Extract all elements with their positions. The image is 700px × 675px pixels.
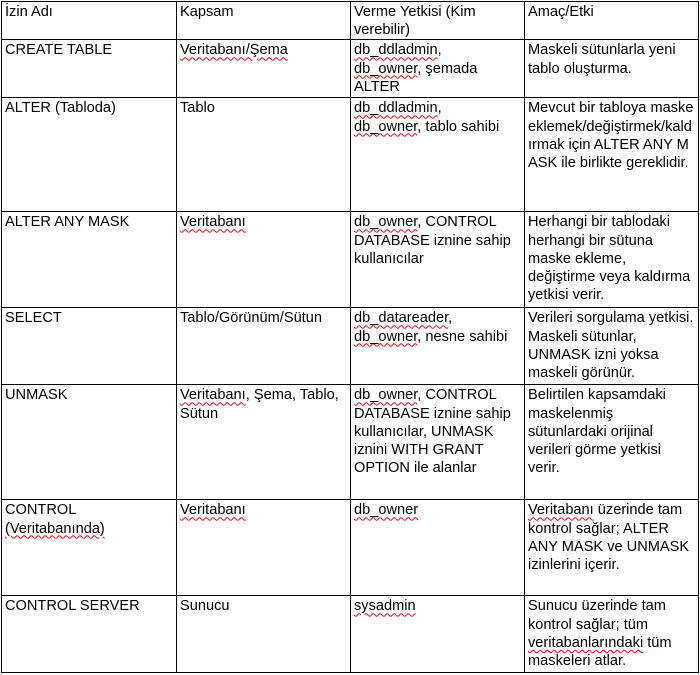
scope-cell: Veritabanı — [177, 212, 351, 308]
table-row — [2, 40, 699, 98]
scope-cell: Veritabanı, Şema, Tablo, Sütun — [177, 385, 351, 500]
effect-cell: Maskeli sütunlarla yeni tablo oluşturma. — [525, 40, 699, 98]
grant-cell: sysadmin — [351, 596, 525, 673]
permission-name-cell: CONTROL SERVER — [2, 596, 177, 673]
permission-name-cell: ALTER ANY MASK — [2, 212, 177, 308]
grant-cell: db_owner, CONTROL DATABASE iznine sahip kullanıcılar — [351, 212, 525, 308]
effect-cell: Veritabanı üzerinde tam kontrol sağlar; ALTER ANY MASK ve UNMASK izinlerini içerir. — [525, 500, 699, 596]
header-scope: Kapsam — [177, 2, 351, 40]
effect-cell: Herhangi bir tablodaki herhangi bir sütuna maske ekleme, değiştirme veya kaldırma yetkisi verir. — [525, 212, 699, 308]
permission-name-cell: UNMASK — [2, 385, 177, 500]
scope-cell: Veritabanı — [177, 500, 351, 596]
effect-cell: Belirtilen kapsamdaki maskelenmiş sütunlardaki orijinal verileri görme yetkisi verir. — [525, 385, 699, 500]
scope-cell: Sunucu — [177, 596, 351, 673]
permission-name-cell: SELECT — [2, 308, 177, 385]
effect-cell: Mevcut bir tabloya maske eklemek/değiştirmek/kaldırmak için ALTER ANY MASK ile birlikte gereklidir. — [525, 98, 699, 212]
header-permission-name: İzin Adı — [2, 2, 177, 40]
grant-cell: db_ddladmin, db_owner, şemada ALTER — [351, 40, 525, 98]
table-row — [2, 212, 699, 308]
scope-cell: Veritabanı/Şema — [177, 40, 351, 98]
grant-cell: db_owner, CONTROL DATABASE iznine sahip kullanıcılar, UNMASK iznini WITH GRANT OPTION ile alanlar — [351, 385, 525, 500]
permission-name-cell: ALTER (Tabloda) — [2, 98, 177, 212]
permissions-table — [1, 1, 699, 673]
scope-cell: Tablo — [177, 98, 351, 212]
header-grant-authority: Verme Yetkisi (Kim verebilir) — [351, 2, 525, 40]
table-row — [2, 98, 699, 212]
grant-cell: db_datareader, db_owner, nesne sahibi — [351, 308, 525, 385]
table-header-row — [2, 2, 699, 40]
table-row — [2, 596, 699, 673]
scope-cell: Tablo/Görünüm/Sütun — [177, 308, 351, 385]
table-row — [2, 385, 699, 500]
grant-cell: db_ddladmin, db_owner, tablo sahibi — [351, 98, 525, 212]
table-row — [2, 500, 699, 596]
grant-cell: db_owner — [351, 500, 525, 596]
permission-name-cell: CREATE TABLE — [2, 40, 177, 98]
effect-cell: Verileri sorgulama yetkisi. Maskeli sütunlar, UNMASK izni yoksa maskeli görünür. — [525, 308, 699, 385]
header-effect: Amaç/Etki — [525, 2, 699, 40]
permission-name-cell: CONTROL (Veritabanında) — [2, 500, 177, 596]
effect-cell: Sunucu üzerinde tam kontrol sağlar; tüm veritabanlarındaki tüm maskeleri atlar. — [525, 596, 699, 673]
table-row — [2, 308, 699, 385]
